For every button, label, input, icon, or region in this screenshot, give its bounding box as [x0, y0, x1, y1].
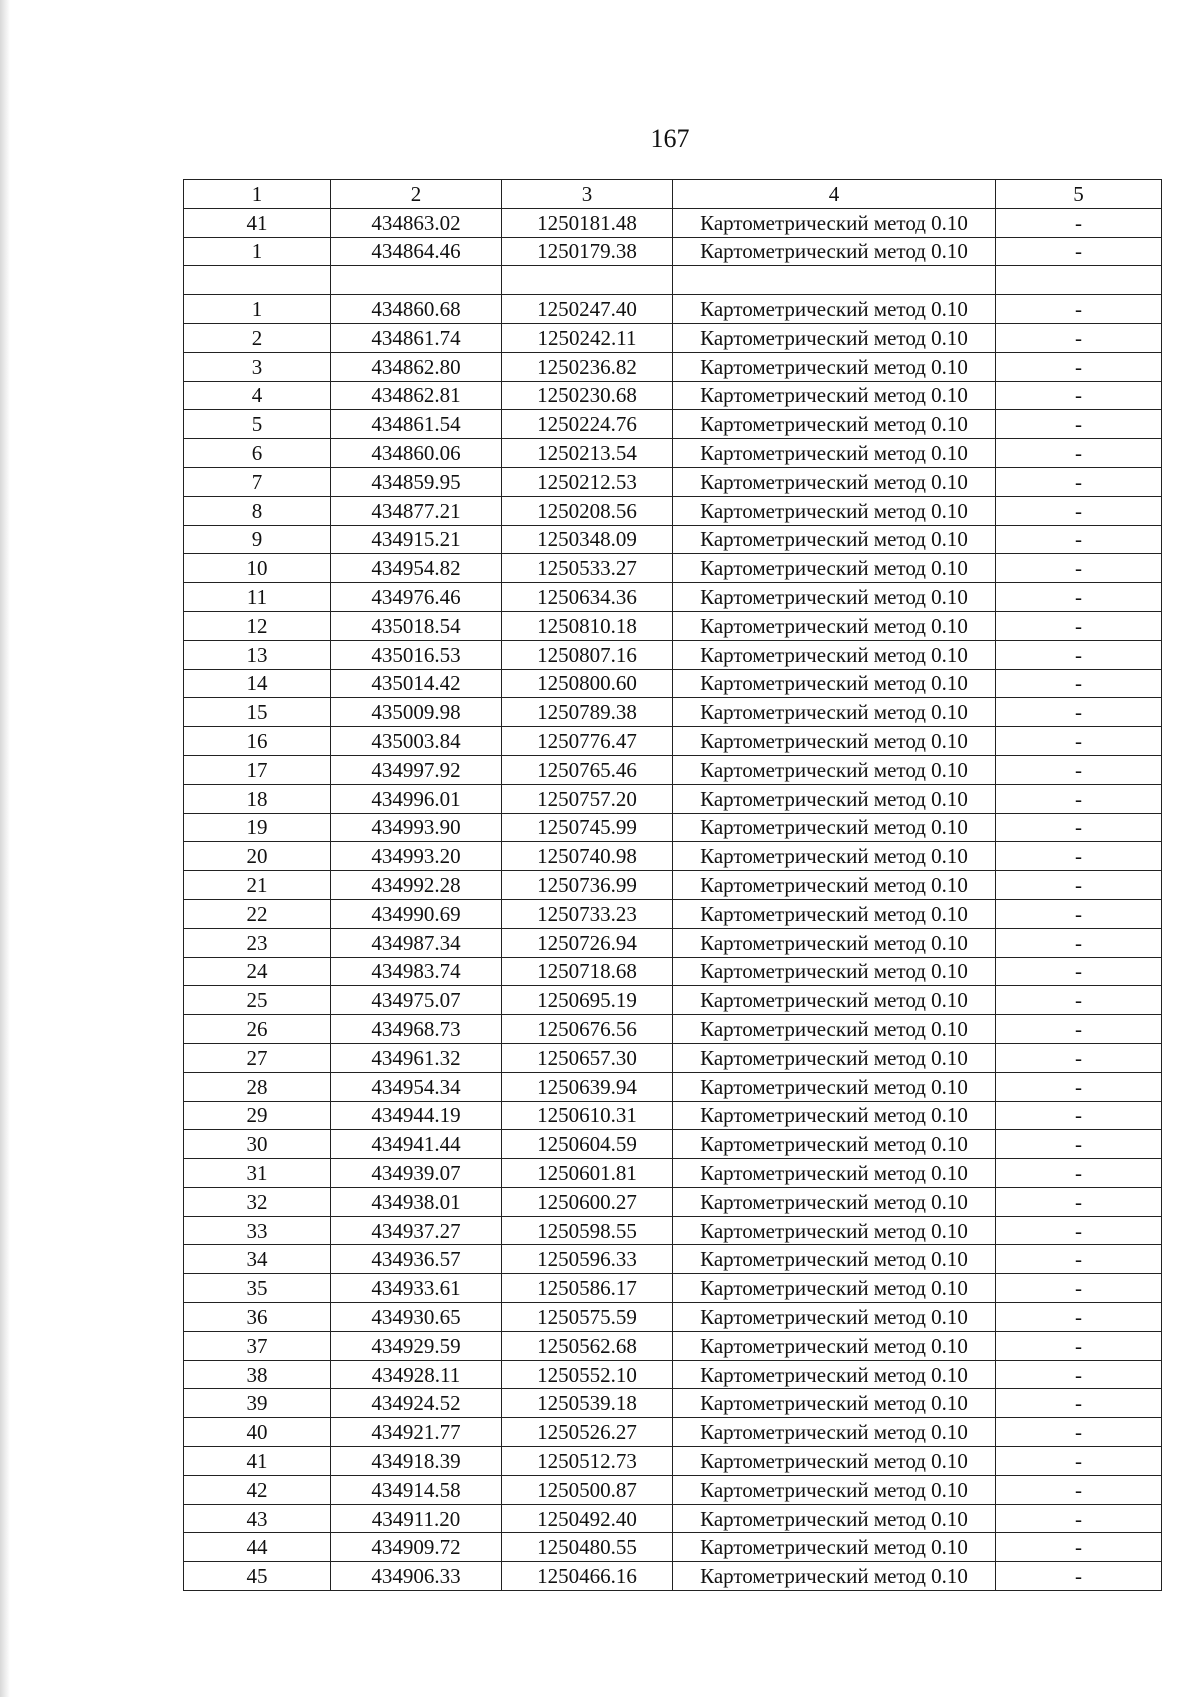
cell-point-number: 44 [184, 1533, 331, 1562]
cell-y-coordinate: 1250179.38 [502, 237, 673, 266]
cell-point-number: 39 [184, 1389, 331, 1418]
cell-description: - [996, 439, 1162, 468]
cell-point-number: 25 [184, 986, 331, 1015]
cell-point-number: 42 [184, 1475, 331, 1504]
cell-method: Картометрический метод 0.10 [673, 352, 996, 381]
cell-description: - [996, 1389, 1162, 1418]
cell-x-coordinate: 434987.34 [331, 928, 502, 957]
cell-point-number: 40 [184, 1418, 331, 1447]
cell-x-coordinate: 434937.27 [331, 1216, 502, 1245]
table-row [184, 1072, 1162, 1101]
table-row [184, 1187, 1162, 1216]
cell-y-coordinate: 1250586.17 [502, 1274, 673, 1303]
cell-point-number: 9 [184, 525, 331, 554]
cell-x-coordinate: 434861.74 [331, 323, 502, 352]
cell-method: Картометрический метод 0.10 [673, 237, 996, 266]
table-row [184, 1216, 1162, 1245]
header-cell-point-number: 1 [184, 180, 331, 209]
cell-y-coordinate: 1250598.55 [502, 1216, 673, 1245]
cell-x-coordinate: 434862.81 [331, 381, 502, 410]
cell-y-coordinate: 1250807.16 [502, 640, 673, 669]
cell-y-coordinate: 1250600.27 [502, 1187, 673, 1216]
cell-description: - [996, 871, 1162, 900]
cell-x-coordinate: 434938.01 [331, 1187, 502, 1216]
cell-point-number: 3 [184, 352, 331, 381]
cell-point-number: 29 [184, 1101, 331, 1130]
cell-description: - [996, 611, 1162, 640]
table-row [184, 554, 1162, 583]
cell-description: - [996, 525, 1162, 554]
cell-method: Картометрический метод 0.10 [673, 1274, 996, 1303]
cell-description: - [996, 1159, 1162, 1188]
cell-y-coordinate: 1250639.94 [502, 1072, 673, 1101]
cell-y-coordinate: 1250610.31 [502, 1101, 673, 1130]
cell-description: - [996, 583, 1162, 612]
cell-y-coordinate: 1250247.40 [502, 295, 673, 324]
cell-x-coordinate: 434915.21 [331, 525, 502, 554]
cell-point-number: 35 [184, 1274, 331, 1303]
cell-y-coordinate: 1250236.82 [502, 352, 673, 381]
table-body [184, 208, 1162, 1590]
cell-x-coordinate: 434860.06 [331, 439, 502, 468]
cell-y-coordinate: 1250726.94 [502, 928, 673, 957]
cell-x-coordinate: 434983.74 [331, 957, 502, 986]
cell-y-coordinate: 1250208.56 [502, 496, 673, 525]
cell-y-coordinate: 1250676.56 [502, 1015, 673, 1044]
cell-x-coordinate: 435018.54 [331, 611, 502, 640]
cell-y-coordinate: 1250539.18 [502, 1389, 673, 1418]
cell-point-number: 6 [184, 439, 331, 468]
cell-method: Картометрический метод 0.10 [673, 842, 996, 871]
table-row [184, 640, 1162, 669]
cell-point-number: 19 [184, 813, 331, 842]
cell-x-coordinate: 434961.32 [331, 1043, 502, 1072]
cell-y-coordinate: 1250800.60 [502, 669, 673, 698]
cell-x-coordinate: 434954.34 [331, 1072, 502, 1101]
cell-method: Картометрический метод 0.10 [673, 1360, 996, 1389]
cell-y-coordinate: 1250733.23 [502, 899, 673, 928]
cell-point-number: 8 [184, 496, 331, 525]
cell-method: Картометрический метод 0.10 [673, 611, 996, 640]
cell-description: - [996, 1072, 1162, 1101]
cell-point-number: 4 [184, 381, 331, 410]
cell-x-coordinate: 434930.65 [331, 1303, 502, 1332]
cell-method: Картометрический метод 0.10 [673, 928, 996, 957]
cell-method: Картометрический метод 0.10 [673, 1562, 996, 1591]
cell-description: - [996, 698, 1162, 727]
cell-point-number: 11 [184, 583, 331, 612]
cell-x-coordinate: 434861.54 [331, 410, 502, 439]
cell-y-coordinate: 1250736.99 [502, 871, 673, 900]
cell-description: - [996, 669, 1162, 698]
header-cell-y: 3 [502, 180, 673, 209]
cell-x-coordinate: 434975.07 [331, 986, 502, 1015]
cell-method: Картометрический метод 0.10 [673, 1187, 996, 1216]
cell-point-number: 13 [184, 640, 331, 669]
cell-point-number: 17 [184, 755, 331, 784]
table-row [184, 1159, 1162, 1188]
cell-y-coordinate: 1250181.48 [502, 208, 673, 237]
header-cell-method: 4 [673, 180, 996, 209]
table-row [184, 698, 1162, 727]
cell-method: Картометрический метод 0.10 [673, 1418, 996, 1447]
cell-x-coordinate: 434921.77 [331, 1418, 502, 1447]
cell-y-coordinate: 1250789.38 [502, 698, 673, 727]
cell-method: Картометрический метод 0.10 [673, 1015, 996, 1044]
table-row [184, 410, 1162, 439]
header-row [184, 180, 1162, 209]
cell-y-coordinate: 1250695.19 [502, 986, 673, 1015]
cell-point-number: 15 [184, 698, 331, 727]
cell-method: Картометрический метод 0.10 [673, 1504, 996, 1533]
cell-description: - [996, 323, 1162, 352]
cell-description: - [996, 1245, 1162, 1274]
cell-method: Картометрический метод 0.10 [673, 640, 996, 669]
cell-x-coordinate: 434992.28 [331, 871, 502, 900]
coordinates-table [183, 179, 1162, 1591]
cell-point-number: 43 [184, 1504, 331, 1533]
cell-description: - [996, 1043, 1162, 1072]
cell-point-number: 34 [184, 1245, 331, 1274]
table-row [184, 1101, 1162, 1130]
cell-point-number: 12 [184, 611, 331, 640]
table-row [184, 237, 1162, 266]
table-row [184, 611, 1162, 640]
cell-description: - [996, 1015, 1162, 1044]
cell-y-coordinate: 1250810.18 [502, 611, 673, 640]
cell-point-number: 30 [184, 1130, 331, 1159]
table-row [184, 323, 1162, 352]
cell-y-coordinate: 1250575.59 [502, 1303, 673, 1332]
cell-description: - [996, 755, 1162, 784]
cell-x-coordinate: 434996.01 [331, 784, 502, 813]
table-row [184, 295, 1162, 324]
cell-method: Картометрический метод 0.10 [673, 1303, 996, 1332]
cell-y-coordinate: 1250213.54 [502, 439, 673, 468]
cell-y-coordinate: 1250601.81 [502, 1159, 673, 1188]
cell-point-number: 16 [184, 727, 331, 756]
table-row [184, 1130, 1162, 1159]
table-row [184, 1447, 1162, 1476]
cell-y-coordinate: 1250224.76 [502, 410, 673, 439]
cell-description: - [996, 1130, 1162, 1159]
cell-point-number: 14 [184, 669, 331, 698]
cell-point-number: 27 [184, 1043, 331, 1072]
cell-point-number: 32 [184, 1187, 331, 1216]
cell-description: - [996, 899, 1162, 928]
table-row [184, 1274, 1162, 1303]
cell-method: Картометрический метод 0.10 [673, 1216, 996, 1245]
cell-x-coordinate: 434909.72 [331, 1533, 502, 1562]
table-row [184, 784, 1162, 813]
cell-description: - [996, 554, 1162, 583]
cell-x-coordinate: 434864.46 [331, 237, 502, 266]
table-row [184, 1360, 1162, 1389]
table-row [184, 1475, 1162, 1504]
cell-y-coordinate [502, 266, 673, 295]
cell-method: Картометрический метод 0.10 [673, 467, 996, 496]
cell-x-coordinate: 434906.33 [331, 1562, 502, 1591]
cell-method: Картометрический метод 0.10 [673, 1389, 996, 1418]
cell-x-coordinate [331, 266, 502, 295]
cell-description: - [996, 237, 1162, 266]
table-row [184, 1043, 1162, 1072]
cell-method: Картометрический метод 0.10 [673, 1533, 996, 1562]
cell-point-number: 18 [184, 784, 331, 813]
cell-method: Картометрический метод 0.10 [673, 1159, 996, 1188]
cell-x-coordinate: 434877.21 [331, 496, 502, 525]
cell-description: - [996, 1331, 1162, 1360]
cell-description: - [996, 1504, 1162, 1533]
table-row [184, 266, 1162, 295]
table-row [184, 986, 1162, 1015]
cell-method: Картометрический метод 0.10 [673, 727, 996, 756]
cell-point-number: 31 [184, 1159, 331, 1188]
cell-x-coordinate: 434944.19 [331, 1101, 502, 1130]
table-row [184, 871, 1162, 900]
cell-method: Картометрический метод 0.10 [673, 1101, 996, 1130]
cell-description: - [996, 1303, 1162, 1332]
table-row [184, 1533, 1162, 1562]
cell-description: - [996, 842, 1162, 871]
table-row [184, 957, 1162, 986]
cell-point-number: 28 [184, 1072, 331, 1101]
cell-description: - [996, 1274, 1162, 1303]
cell-y-coordinate: 1250718.68 [502, 957, 673, 986]
cell-method: Картометрический метод 0.10 [673, 1072, 996, 1101]
cell-x-coordinate: 435014.42 [331, 669, 502, 698]
cell-method: Картометрический метод 0.10 [673, 1331, 996, 1360]
cell-y-coordinate: 1250562.68 [502, 1331, 673, 1360]
cell-method: Картометрический метод 0.10 [673, 583, 996, 612]
cell-point-number: 33 [184, 1216, 331, 1245]
table-row [184, 669, 1162, 698]
cell-y-coordinate: 1250634.36 [502, 583, 673, 612]
table-row [184, 1389, 1162, 1418]
scan-edge-shadow [0, 0, 10, 1697]
cell-y-coordinate: 1250657.30 [502, 1043, 673, 1072]
table-row [184, 842, 1162, 871]
cell-point-number: 24 [184, 957, 331, 986]
cell-method: Картометрический метод 0.10 [673, 439, 996, 468]
table-row [184, 583, 1162, 612]
cell-description: - [996, 208, 1162, 237]
cell-y-coordinate: 1250242.11 [502, 323, 673, 352]
cell-method: Картометрический метод 0.10 [673, 871, 996, 900]
table-row [184, 1331, 1162, 1360]
cell-point-number: 41 [184, 1447, 331, 1476]
cell-description: - [996, 727, 1162, 756]
cell-description: - [996, 352, 1162, 381]
cell-method: Картометрический метод 0.10 [673, 1043, 996, 1072]
cell-description: - [996, 813, 1162, 842]
cell-x-coordinate: 434993.20 [331, 842, 502, 871]
cell-description: - [996, 381, 1162, 410]
cell-y-coordinate: 1250765.46 [502, 755, 673, 784]
cell-x-coordinate: 434993.90 [331, 813, 502, 842]
table-row [184, 1562, 1162, 1591]
cell-method [673, 266, 996, 295]
cell-x-coordinate: 434954.82 [331, 554, 502, 583]
cell-description: - [996, 467, 1162, 496]
cell-x-coordinate: 434863.02 [331, 208, 502, 237]
table-row [184, 352, 1162, 381]
cell-point-number: 37 [184, 1331, 331, 1360]
cell-y-coordinate: 1250348.09 [502, 525, 673, 554]
cell-y-coordinate: 1250512.73 [502, 1447, 673, 1476]
cell-y-coordinate: 1250500.87 [502, 1475, 673, 1504]
cell-method: Картометрический метод 0.10 [673, 755, 996, 784]
cell-method: Картометрический метод 0.10 [673, 208, 996, 237]
cell-y-coordinate: 1250604.59 [502, 1130, 673, 1159]
cell-x-coordinate: 434939.07 [331, 1159, 502, 1188]
cell-description: - [996, 1216, 1162, 1245]
table-row [184, 1245, 1162, 1274]
cell-method: Картометрический метод 0.10 [673, 813, 996, 842]
cell-method: Картометрический метод 0.10 [673, 1130, 996, 1159]
cell-description: - [996, 986, 1162, 1015]
cell-description: - [996, 1533, 1162, 1562]
table-row [184, 813, 1162, 842]
cell-point-number: 2 [184, 323, 331, 352]
cell-method: Картометрический метод 0.10 [673, 1475, 996, 1504]
cell-method: Картометрический метод 0.10 [673, 554, 996, 583]
cell-point-number: 41 [184, 208, 331, 237]
table-row [184, 1504, 1162, 1533]
header-cell-description: 5 [996, 180, 1162, 209]
cell-y-coordinate: 1250740.98 [502, 842, 673, 871]
cell-y-coordinate: 1250533.27 [502, 554, 673, 583]
cell-description: - [996, 928, 1162, 957]
cell-method: Картометрический метод 0.10 [673, 669, 996, 698]
cell-description: - [996, 784, 1162, 813]
cell-point-number: 45 [184, 1562, 331, 1591]
cell-method: Картометрический метод 0.10 [673, 496, 996, 525]
cell-description: - [996, 496, 1162, 525]
cell-point-number: 22 [184, 899, 331, 928]
table-row [184, 439, 1162, 468]
cell-x-coordinate: 434941.44 [331, 1130, 502, 1159]
cell-y-coordinate: 1250526.27 [502, 1418, 673, 1447]
cell-y-coordinate: 1250212.53 [502, 467, 673, 496]
cell-method: Картометрический метод 0.10 [673, 295, 996, 324]
cell-point-number: 1 [184, 237, 331, 266]
cell-x-coordinate: 434860.68 [331, 295, 502, 324]
cell-x-coordinate: 434997.92 [331, 755, 502, 784]
table-header [184, 180, 1162, 209]
table-row [184, 1418, 1162, 1447]
cell-y-coordinate: 1250230.68 [502, 381, 673, 410]
table-row [184, 755, 1162, 784]
cell-point-number: 20 [184, 842, 331, 871]
cell-description: - [996, 1187, 1162, 1216]
cell-method: Картометрический метод 0.10 [673, 525, 996, 554]
cell-x-coordinate: 434968.73 [331, 1015, 502, 1044]
table-row [184, 727, 1162, 756]
cell-y-coordinate: 1250552.10 [502, 1360, 673, 1389]
cell-method: Картометрический метод 0.10 [673, 957, 996, 986]
cell-x-coordinate: 435009.98 [331, 698, 502, 727]
cell-method: Картометрический метод 0.10 [673, 410, 996, 439]
table-row [184, 1015, 1162, 1044]
cell-point-number: 5 [184, 410, 331, 439]
cell-point-number: 23 [184, 928, 331, 957]
cell-method: Картометрический метод 0.10 [673, 986, 996, 1015]
page-number: 167 [650, 124, 690, 153]
cell-description: - [996, 1418, 1162, 1447]
cell-point-number: 7 [184, 467, 331, 496]
cell-description [996, 266, 1162, 295]
cell-point-number: 10 [184, 554, 331, 583]
cell-point-number: 1 [184, 295, 331, 324]
cell-point-number [184, 266, 331, 295]
cell-x-coordinate: 434936.57 [331, 1245, 502, 1274]
cell-x-coordinate: 434862.80 [331, 352, 502, 381]
header-cell-x: 2 [331, 180, 502, 209]
cell-point-number: 36 [184, 1303, 331, 1332]
cell-x-coordinate: 434914.58 [331, 1475, 502, 1504]
cell-description: - [996, 1562, 1162, 1591]
cell-y-coordinate: 1250757.20 [502, 784, 673, 813]
cell-method: Картометрический метод 0.10 [673, 381, 996, 410]
cell-x-coordinate: 434924.52 [331, 1389, 502, 1418]
cell-method: Картометрический метод 0.10 [673, 323, 996, 352]
cell-x-coordinate: 435016.53 [331, 640, 502, 669]
cell-point-number: 38 [184, 1360, 331, 1389]
cell-method: Картометрический метод 0.10 [673, 1447, 996, 1476]
cell-x-coordinate: 435003.84 [331, 727, 502, 756]
table-row [184, 381, 1162, 410]
cell-point-number: 26 [184, 1015, 331, 1044]
cell-method: Картометрический метод 0.10 [673, 899, 996, 928]
cell-description: - [996, 1360, 1162, 1389]
cell-description: - [996, 1475, 1162, 1504]
cell-x-coordinate: 434911.20 [331, 1504, 502, 1533]
cell-description: - [996, 1101, 1162, 1130]
table-row [184, 208, 1162, 237]
cell-x-coordinate: 434928.11 [331, 1360, 502, 1389]
cell-x-coordinate: 434859.95 [331, 467, 502, 496]
cell-x-coordinate: 434976.46 [331, 583, 502, 612]
table-row [184, 928, 1162, 957]
cell-point-number: 21 [184, 871, 331, 900]
cell-x-coordinate: 434990.69 [331, 899, 502, 928]
cell-description: - [996, 410, 1162, 439]
table-row [184, 525, 1162, 554]
cell-y-coordinate: 1250492.40 [502, 1504, 673, 1533]
cell-x-coordinate: 434933.61 [331, 1274, 502, 1303]
cell-y-coordinate: 1250776.47 [502, 727, 673, 756]
cell-description: - [996, 1447, 1162, 1476]
cell-y-coordinate: 1250466.16 [502, 1562, 673, 1591]
table-row [184, 899, 1162, 928]
cell-y-coordinate: 1250480.55 [502, 1533, 673, 1562]
table-row [184, 467, 1162, 496]
cell-y-coordinate: 1250596.33 [502, 1245, 673, 1274]
cell-method: Картометрический метод 0.10 [673, 698, 996, 727]
table-row [184, 1303, 1162, 1332]
cell-y-coordinate: 1250745.99 [502, 813, 673, 842]
cell-description: - [996, 640, 1162, 669]
cell-x-coordinate: 434929.59 [331, 1331, 502, 1360]
cell-method: Картометрический метод 0.10 [673, 1245, 996, 1274]
cell-method: Картометрический метод 0.10 [673, 784, 996, 813]
cell-description: - [996, 957, 1162, 986]
cell-x-coordinate: 434918.39 [331, 1447, 502, 1476]
cell-description: - [996, 295, 1162, 324]
table-row [184, 496, 1162, 525]
